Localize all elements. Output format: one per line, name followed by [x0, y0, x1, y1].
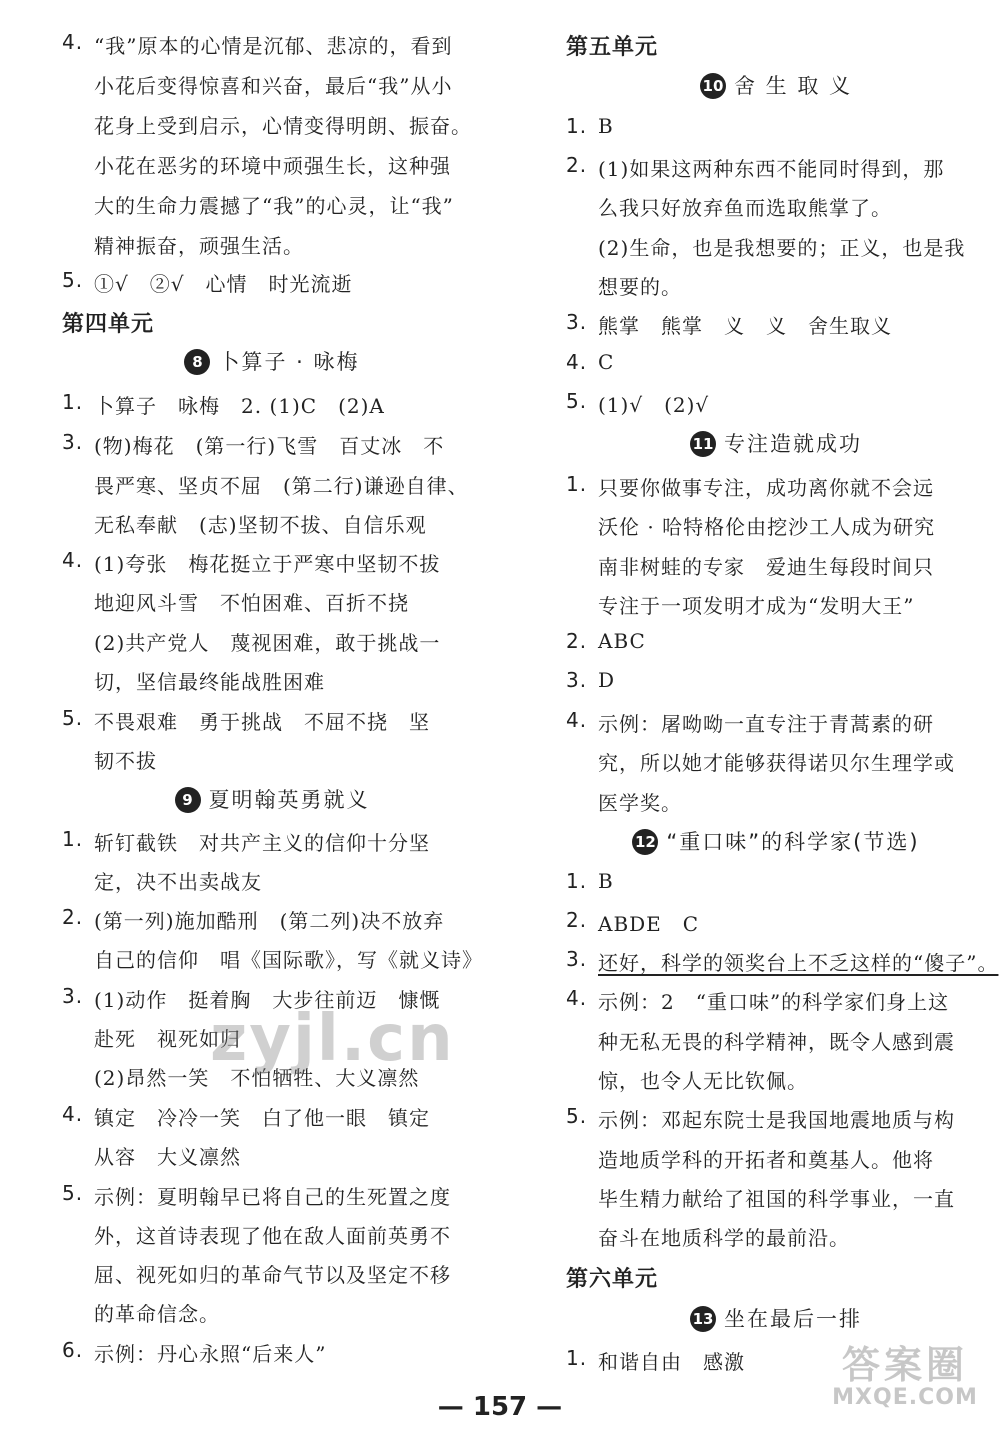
- lesson-number-badge: 8: [184, 349, 210, 375]
- answer-line: (2)共产党人 蔑视困难，敢于挑战一: [94, 631, 441, 655]
- answer-line: 韧不拔: [94, 749, 157, 773]
- lesson-number-badge: 9: [175, 787, 201, 813]
- answer-line: 从容 大义凛然: [94, 1145, 241, 1169]
- underlined-answer: 还好，科学的领奖台上不乏这样的“傻子”。: [598, 951, 999, 975]
- watermark: zyjl.cn: [210, 1002, 455, 1076]
- answer-line: 种无私无畏的科学精神，既令人感到震: [598, 1030, 955, 1054]
- lesson-title: 12 “重口味”的科学家(节选): [566, 826, 986, 856]
- answer-line: (2)昂然一笑 不怕牺牲、大义凛然: [94, 1066, 420, 1090]
- answer-line: 定，决不出卖战友: [94, 870, 262, 894]
- unit-heading: 第五单元: [566, 35, 659, 60]
- answer-line: 专注于一项发明才成为“发明大王”: [598, 594, 915, 618]
- lesson-number-badge: 10: [700, 73, 726, 99]
- answer-line: 惊，也令人无比钦佩。: [598, 1069, 808, 1093]
- answer-line: 切，坚信最终能战胜困难: [94, 670, 325, 694]
- answer-line: 大的生命力震撼了“我”的心灵，让“我”: [94, 194, 454, 218]
- answer-line: 的革命信念。: [94, 1302, 220, 1326]
- answer-line: 小花后变得惊喜和兴奋，最后“我”从小: [94, 74, 453, 98]
- answer-line: 毕生精力献给了祖国的科学事业，一直: [598, 1187, 955, 1211]
- answer-line: 沃伦 · 哈特格伦由挖沙工人成为研究: [598, 515, 936, 539]
- lesson-title: 13 坐在最后一排: [566, 1303, 986, 1333]
- answer-line: 花身上受到启示，心情变得明朗、振奋。: [94, 114, 472, 138]
- answer-line: 奋斗在地质科学的最前沿。: [598, 1226, 850, 1250]
- answer-line: 想要的。: [598, 275, 682, 299]
- unit-heading: 第四单元: [62, 312, 155, 337]
- answer-line: 精神振奋，顽强生活。: [94, 234, 304, 258]
- unit-heading: 第六单元: [566, 1267, 659, 1292]
- answer-line: 造地质学科的开拓者和奠基人。他将: [598, 1148, 934, 1172]
- answer-line: 自己的信仰 唱《国际歌》，写《就义诗》: [94, 948, 483, 972]
- answer-line: 畏严寒、坚贞不屈 (第二行)谦逊自律、: [94, 474, 469, 498]
- lesson-number-badge: 12: [632, 829, 658, 855]
- lesson-title: 8 卜算子 · 咏梅: [62, 346, 482, 376]
- answer-line: 医学奖。: [598, 791, 682, 815]
- lesson-title: 11 专注造就成功: [566, 428, 986, 458]
- answer-line: 无私奉献 (志)坚韧不拔、自信乐观: [94, 513, 427, 537]
- answer-line: 屈、视死如归的革命气节以及坚定不移: [94, 1263, 451, 1287]
- lesson-title: 9 夏明翰英勇就义: [62, 784, 482, 814]
- page-number: — 157 —: [437, 1392, 563, 1422]
- lesson-number-badge: 11: [690, 431, 716, 457]
- answer-line: 么我只好放弃鱼而选取熊掌了。: [598, 196, 892, 220]
- answer-line: 外，这首诗表现了他在敌人面前英勇不: [94, 1224, 451, 1248]
- answer-line: (2)生命，也是我想要的；正义，也是我: [598, 236, 966, 260]
- watermark-logo: 答案圈 MXQE.COM: [832, 1343, 978, 1410]
- lesson-number-badge: 13: [690, 1306, 716, 1332]
- answer-line: 究，所以她才能够获得诺贝尔生理学或: [598, 751, 955, 775]
- answer-line: 小花在恶劣的环境中顽强生长，这种强: [94, 154, 451, 178]
- lesson-title: 10 舍 生 取 义: [566, 70, 986, 100]
- answer-line: 南非树蛙的专家 爱迪生每段时间只: [598, 555, 934, 579]
- answer-line: 地迎风斗雪 不怕困难、百折不挠: [94, 591, 409, 615]
- answer-line: 赴死 视死如归: [94, 1027, 241, 1051]
